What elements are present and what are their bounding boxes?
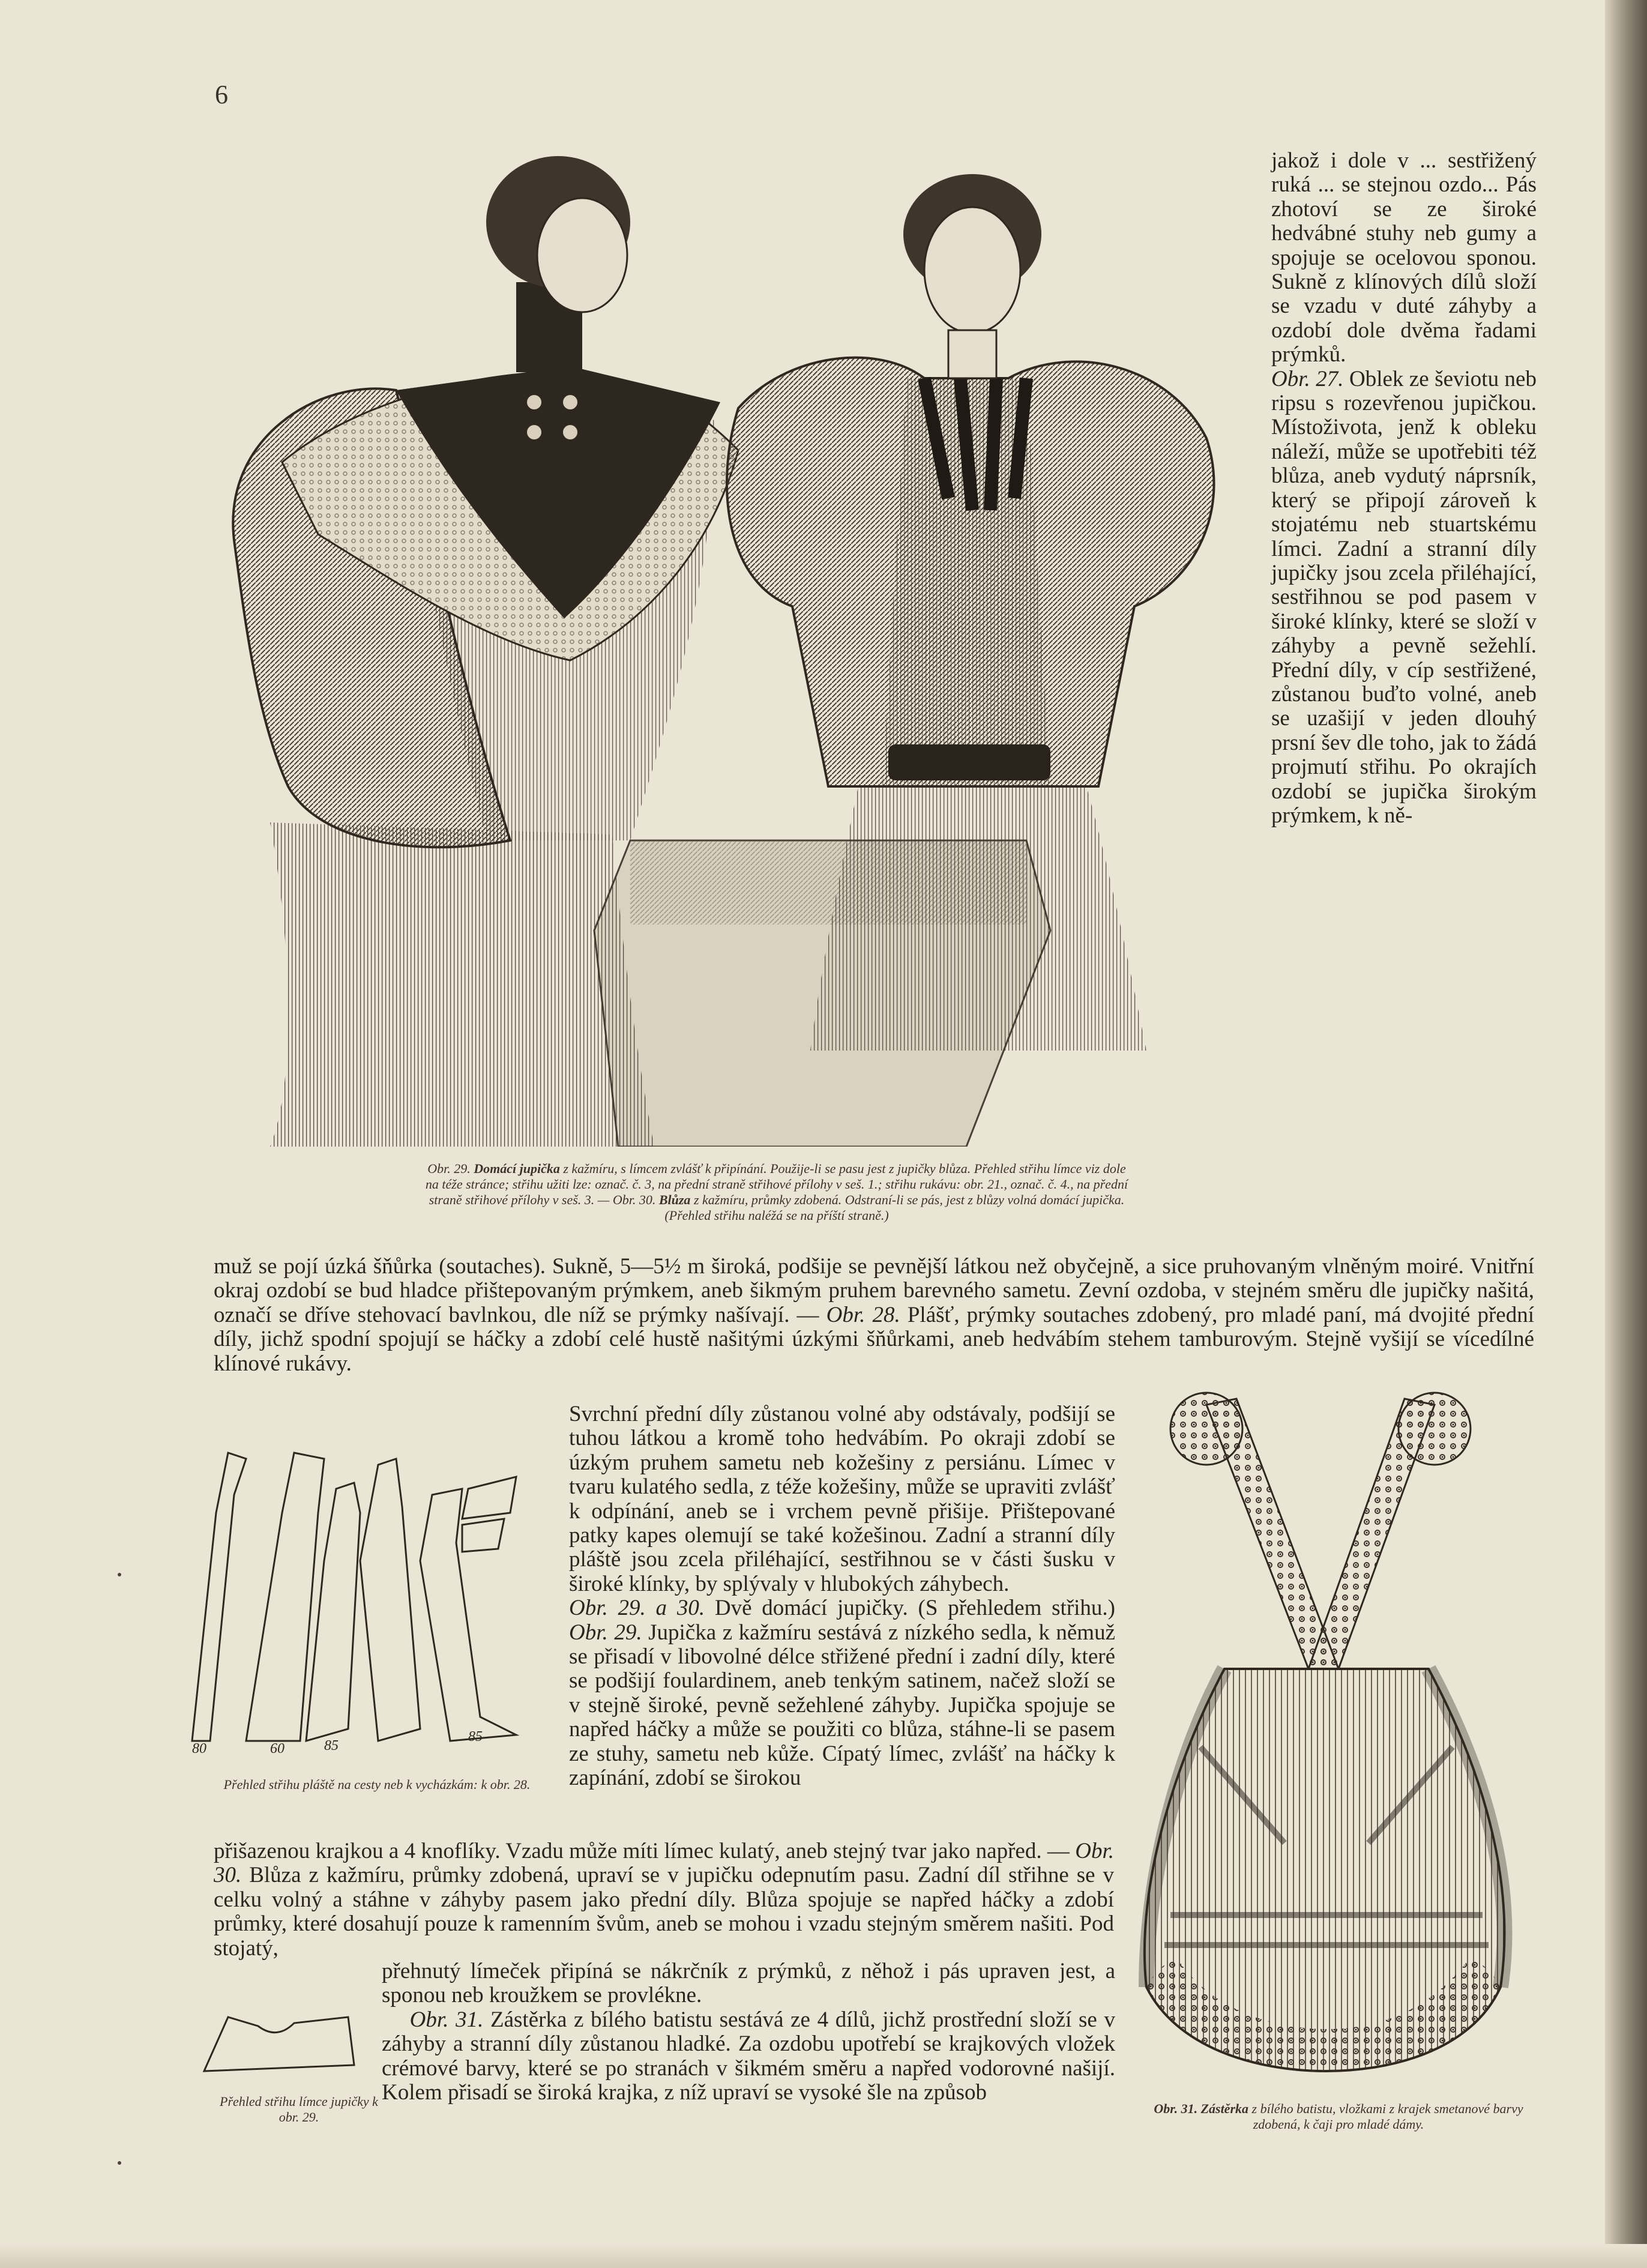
figure-ref: Obr. 31. bbox=[409, 2007, 484, 2032]
figure-ref: Obr. 29. a 30. bbox=[569, 1596, 705, 1621]
paragraph-text: Plášť, prýmky soutaches zdobený, pro mladé paní, má dvojité přední díly, jichž spodní spojují se háčky a zdobí celé hustě našitými úzkými šňůrkami, aneb hedvábím stehem tamburovým. Stejně vyšijí se vícedílné klínové rukávy. bbox=[214, 1302, 1535, 1376]
pattern-label: 60 bbox=[270, 1741, 285, 1757]
paragraph bbox=[1271, 149, 1537, 367]
pattern-label: 85 bbox=[324, 1738, 339, 1754]
text-block-fullwidth bbox=[214, 1255, 1534, 1376]
caption-text: z bílého batistu, vložkami z krajek smetanové barvy zdobená, k čaji pro mladé dámy. bbox=[1248, 2101, 1523, 2132]
caption-text: z kažmíru, s límcem zvlášť k připínání. Použije-li se pasu jest z jupičky blůza. Přehled střihu límce viz dole bbox=[559, 1161, 1126, 1176]
apron-caption bbox=[1140, 2101, 1537, 2132]
caption-line bbox=[230, 1192, 1323, 1208]
figure-ref: Obr. 30. bbox=[214, 1839, 1114, 1888]
paragraph bbox=[382, 1959, 1115, 2008]
text-column-right bbox=[1271, 149, 1537, 828]
main-figure-caption bbox=[230, 1161, 1323, 1223]
caption-line: (Přehled střihu naléžá se na příští straně.) bbox=[664, 1208, 889, 1223]
pattern-diagram-collar bbox=[192, 1993, 372, 2083]
caption-bold: Obr. 31. Zástěrka bbox=[1154, 2101, 1249, 2116]
paragraph-text: Oblek ze ševiotu neb ripsu s rozevřenou jupičkou. Místoživota, jenž k obleku náleží, může se upotřebiti též blůza, aneb vydutý náprsník, který se připojí zároveň k stojatému neb stuartskému límci. Zadní a stranní díly jupičky jsou zcela přiléhající, sestřihnou se pod pasem v široké klínky, které se složí v záhyby a pevně sežehlí. Přední díly, v cíp sestřižené, zůstanou buďto volné, aneb se uzašijí v jeden dlouhý prsní šev dle toho, jak to žádá projmutí střihu. Po okrajích ozdobí se jupička širokým prýmkem, k ně- bbox=[1271, 366, 1537, 828]
paragraph-text: Dvě domácí jupičky. (S přehledem střihu.) bbox=[705, 1596, 1115, 1621]
pattern-label: 85 bbox=[468, 1729, 483, 1745]
caption-text: straně střihové přílohy v seš. 3. — Obr. 30. bbox=[429, 1192, 659, 1207]
caption-line: na téže stránce; střihu užiti lze: označ. č. 3, na přední straně střihové přílohy v seš. 1.; střihu rukávu: obr. 21., označ. č. 4., na přední bbox=[425, 1177, 1128, 1192]
caption-bold: Domácí jupička bbox=[474, 1161, 560, 1176]
caption-text: Obr. 29. bbox=[427, 1161, 474, 1176]
figure-ref: Obr. 27. bbox=[1271, 366, 1344, 391]
print-speck bbox=[118, 1573, 121, 1576]
paragraph bbox=[1271, 367, 1537, 828]
page-bottom-edge bbox=[0, 2244, 1647, 2268]
paragraph bbox=[214, 1255, 1534, 1376]
pattern-diagram-cloak bbox=[180, 1441, 540, 1759]
paragraph-text: Svrchní přední díly zůstanou volné aby odstávaly, podšijí se tuhou látkou a kromě toho hedvábím. Po okraji zdobí se úzkým pruhem sametu neb kožešiny z persiánu. Límec v tvaru kulatého sedla, z téže kožešiny, může se upraviti zvlášť k odpínání, aneb se i vrchem pevně přišije. Přištepované patky kapes olemují se také kožešinou. Zadní a stranní díly pláště jsou zcela přiléhající, sestřihnou se v části šusku v široké klínky, by splývaly v hlubokých záhybech. bbox=[569, 1402, 1115, 1596]
page-number: 6 bbox=[215, 80, 228, 109]
paragraph bbox=[569, 1402, 1115, 1596]
paragraph bbox=[569, 1596, 1115, 1790]
paragraph-text: muž se pojí úzká šňůrka (soutaches). Sukně, 5—5½ m široká, podšije se pevnější látkou než obyčejně, a sice pruhovaným vlněným moiré. Vnitřní okraj ozdobí se bud hladce přištepovaným prýmkem, aneb šikmým pruhem barevného sametu. Zevní ozdoba, v stejném směru dle jupičky našitá, označí se dříve stehovací bavlnkou, dle níž se prýmky našívají. — bbox=[214, 1254, 1534, 1327]
figure-ref: Obr. 29. bbox=[569, 1620, 642, 1645]
paragraph-text: přišazenou krajkou a 4 knoflíky. Vzadu může míti límec kulatý, aneb stejný tvar jako napřed. — bbox=[214, 1839, 1076, 1863]
paragraph-text: Jupička z kažmíru sestává z nízkého sedla, k němuž se přisadí v libovolné délce střižené přední i zadní díly, které se podšijí foulardinem, aneb tenkým satinem, načež složí se v stejně široké, pevně sežehlené záhyby. Jupička spojuje se napřed háčky a může se použiti co blůza, stáhne-li se pasem ze stuhy, sametu neb kůže. Cípatý límec, zvlášť na háčky k zapínání, zdobí se širokou bbox=[569, 1620, 1115, 1791]
page-edge-shadow bbox=[1605, 0, 1647, 2268]
pattern-label: 80 bbox=[192, 1741, 206, 1757]
paragraph-text: přehnutý límeček připíná se nákrčník z prýmků, z něhož i pás upraven jest, a sponou neb kroužkem se provlékne. bbox=[382, 1959, 1115, 2008]
figure-ref: Obr. 28. bbox=[826, 1302, 900, 1327]
paragraph bbox=[382, 2008, 1115, 2105]
pattern-cloak-caption: Přehled střihu pláště na cesty neb k vycházkám: k obr. 28. bbox=[223, 1777, 531, 1792]
text-block-lower bbox=[214, 1839, 1114, 1961]
print-speck bbox=[118, 2161, 121, 2165]
text-block-bottom bbox=[382, 1959, 1115, 2105]
fashion-engraving-apron bbox=[1134, 1387, 1519, 2077]
fashion-engraving-two-women bbox=[198, 150, 1320, 1147]
paragraph bbox=[214, 1839, 1114, 1961]
text-column-middle bbox=[569, 1402, 1115, 1791]
paragraph-text: jakož i dole v ... sestřižený ruká ... se stejnou ozdo... Pás zhotoví se ze široké hedvábné stuhy neb gumy a spojuje se ocelovou sponou. Sukně z klínových dílů složí se vzadu v duté záhyby a ozdobí dole dvěma řadami prýmků. bbox=[1271, 148, 1537, 367]
paragraph-text: Blůza z kažmíru, průmky zdobená, upraví se v jupičku odepnutím pasu. Zadní díl střihne se v celku volný a stáhne v záhyby pasem jako přední díly. Blůza spojuje se napřed háčky a zdobí průmky, které dosahují pouze k ramenním švům, aneb se mohou i vzadu stejným směrem našiti. Pod stojatý, bbox=[214, 1863, 1114, 1961]
caption-text: z kažmíru, průmky zdobená. Odstraní-li se pás, jest z blůzy volná domácí jupička. bbox=[690, 1192, 1125, 1207]
caption-line bbox=[230, 1161, 1323, 1177]
caption-bold: Blůza bbox=[658, 1192, 691, 1207]
pattern-collar-caption: Přehled střihu límce jupičky k obr. 29. bbox=[220, 2094, 378, 2125]
paragraph-text: Zástěrka z bílého batistu sestává ze 4 dílů, jichž prostřední složí se v záhyby a stranní díly zůstanou hladké. Za ozdobu upotřebí se krajkových vložek crémové barvy, které se po stranách v šikmém směru a napřed vodorovné našijí. Kolem přisadí se široká krajka, z níž upraví se vysoké šle na způsob bbox=[382, 2007, 1116, 2105]
